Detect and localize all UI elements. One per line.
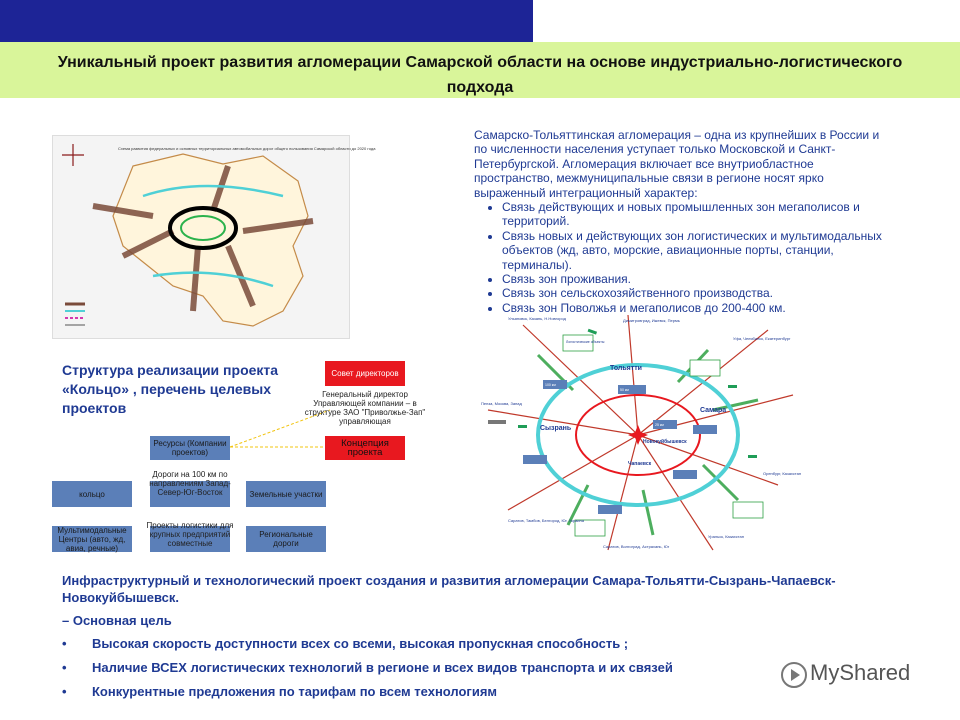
play-icon [780,661,808,689]
city-label: Самара [700,407,727,414]
city-label: Чапаевск [628,461,652,467]
city-label: Тольятти [610,365,642,372]
km-label: 100 км [545,383,556,387]
ring-box: кольцо [52,481,132,507]
destination-label: Уральск, Казахстан [708,534,744,539]
logistics-text: Проекты логистики для крупных предприятий совместные [146,521,234,548]
destination-label: Ульяновск, Казань, Н.Новгород [508,316,566,321]
bullet-dot: • [62,660,67,675]
list-item: • Связь зон сельскохозяйственного производства. [502,286,894,300]
structure-title: Структура реализации проекта «Кольцо» , перечень целевых проектов [62,362,279,416]
list-item: • Связь действующих и новых промышленных зон мегаполисов и территорий. [502,200,894,229]
destination-label: Димитровград, Ижевск, Пермь [623,318,680,323]
box-label: Логистические объекты [566,340,605,344]
ray [608,435,638,550]
list-item: • Связь зон проживания. [502,272,894,286]
multimodal-box: Мультимодальные Центры (авто, жд, авиа, речные) [52,526,132,552]
concept-box: Концепция проекта [325,436,405,460]
ray [638,435,713,550]
main-goal: – Основная цель [62,613,172,628]
city-label: Новокуйбышевск [643,439,687,445]
agglomeration-ring-diagram [478,310,802,555]
destination-label: Пенза, Москва, Запад [481,401,522,406]
infrastructure-title: Инфраструктурный и технологический проект создания и развития агломерации Самара-Тольятти-Сызрань-Чапаевск-Новокуйбышевск. [62,573,836,605]
bullet-dot: • [62,636,67,651]
city-label: Сызрань [540,425,572,432]
bullet-item: • Конкурентные предложения по тарифам по всем технологиям [62,684,498,699]
regional-box: Региональные дороги [246,526,326,552]
km-label: 25 км [655,423,664,427]
destination-label: Саратов, Волгоград, Астрахань, Юг [603,544,670,549]
myshared-logo [780,658,930,692]
ray [628,315,638,435]
list-item: • Связь новых и действующих зон логистических и мультимодальных объектов (жд, авто, морские, авиационные порты, станции, терминалы). [502,229,894,272]
map-caption: Схема развития федеральных и основных территориальных автомобильных дорог общего пользования Самарской области до 2020 года [118,146,376,151]
bullet-dot: • [62,684,67,699]
km-label: 50 км [620,388,629,392]
resources-box: Ресурсы (Компании проектов) [150,436,230,460]
destination-label: Оренбург, Казахстан [763,471,802,476]
gen-director-text: Генеральный директор Управляющей компании – в структуре ЗАО "Приволжье-Зап" управляющая [304,390,426,426]
slide-title: Уникальный проект развития агломерации Самарской области на основе индустриально-логистического подхода [57,54,903,96]
bullet-item: • Высокая скорость доступности всех со всеми, высокая пропускная способность ; [62,636,629,651]
destination-label: Саратов, Тамбов, Белгород, Юг, Украина [508,518,584,523]
logo-text: MyShared [810,660,911,685]
bullet-item: • Наличие ВСЕХ логистических технологий в регионе и всех видов транспорта и их связей [62,660,673,675]
roads-text: Дороги на 100 км по направлениям Запад-Север-Юг-Восток [149,470,231,497]
intro-paragraph: Самарско-Тольяттинская агломерация – одна из крупнейших в России и по численности населения уступает только Московской и Санкт-Петербургской. Агломерация включает все внутриобластное пространство, межмуниципальные связи в регионе носят ярко выраженный интеграционный характер: [474,128,880,200]
land-box: Земельные участки [246,481,326,507]
council-box: Совет директоров [325,361,405,386]
destination-label: Уфа, Челябинск, Екатеринбург [733,336,791,341]
list-item: • Связь зон Поволжья и мегаполисов до 200-400 км. [502,301,894,315]
